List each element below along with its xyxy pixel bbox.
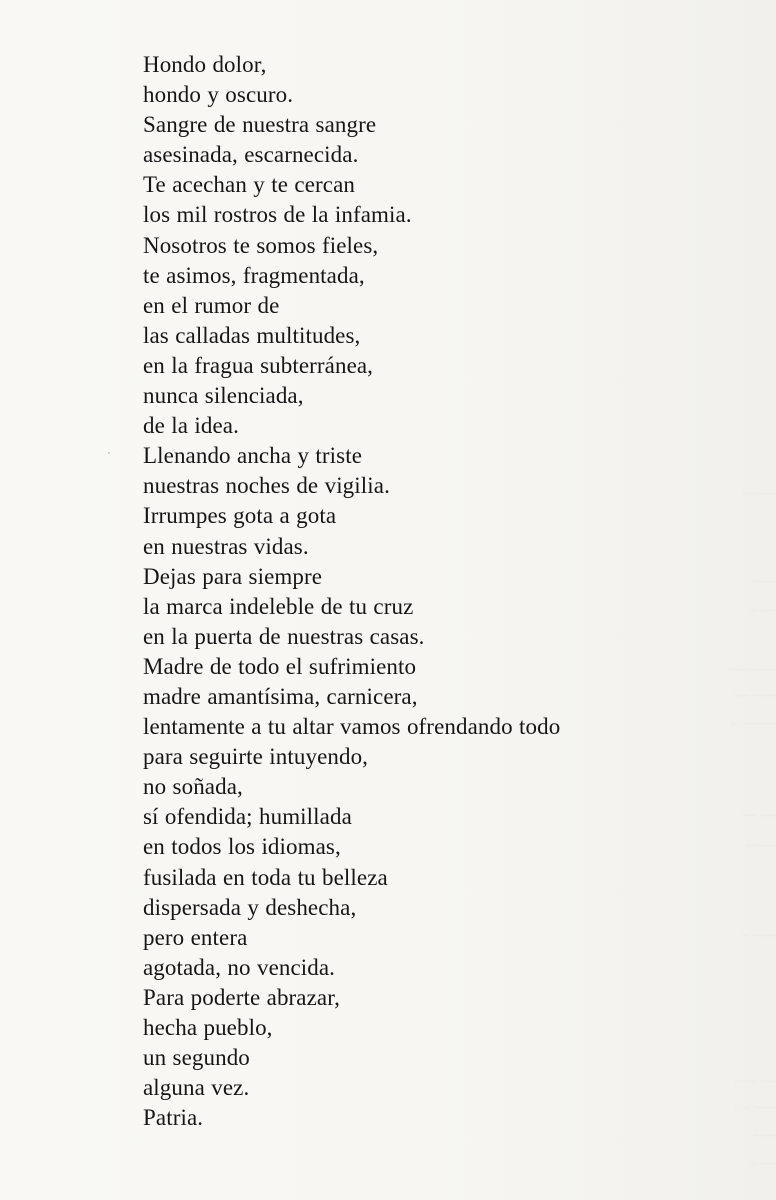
poem-line: Patria. xyxy=(143,1105,204,1131)
poem-line: de la idea. xyxy=(143,413,239,439)
poem-line: Llenando ancha y triste xyxy=(143,443,363,469)
poem-line: Dejas para siempre xyxy=(143,563,323,589)
poem-line: madre amantísima, carnicera, xyxy=(143,683,418,709)
poem-line: fusilada en toda tu belleza xyxy=(143,864,388,890)
poem-line: Irrumpes gota a gota xyxy=(143,503,337,529)
poem-line: alguna vez. xyxy=(143,1075,250,1101)
poem-line: las calladas multitudes, xyxy=(143,322,361,348)
poem-line: lentamente a tu altar vamos ofrendando todo xyxy=(143,714,561,740)
bleed-through-mark: ~ ~~~ xyxy=(742,487,776,502)
poem-line: pero entera xyxy=(143,924,248,950)
poem-line: sí ofendida; humillada xyxy=(143,804,352,830)
bleed-through-mark: ~~~ ~~~ xyxy=(727,663,776,678)
bleed-through-mark: ~~~ xyxy=(753,575,776,590)
poem-line: Hondo dolor, xyxy=(143,52,267,77)
poem-line: un segundo xyxy=(143,1045,250,1071)
poem-line: en el rumor de xyxy=(143,292,280,318)
poem-line: agotada, no vencida. xyxy=(143,954,336,980)
bleed-through-mark: ~ ~~ xyxy=(749,1157,776,1172)
poem-line: los mil rostros de la infamia. xyxy=(143,202,412,228)
poem-line: Para poderte abrazar, xyxy=(143,984,340,1010)
bleed-through-mark: ~~ ~~ xyxy=(742,809,776,824)
poem-line: para seguirte intuyendo, xyxy=(143,744,369,770)
poem-line: hondo y oscuro. xyxy=(143,82,294,108)
bleed-through-mark: ~~ ~~~ xyxy=(734,1101,776,1116)
poem-text xyxy=(143,50,753,1133)
bleed-through-mark: ~~ ~~~ xyxy=(734,689,776,704)
poem-line: Madre de todo el sufrimiento xyxy=(143,653,417,679)
poem-line: en la fragua subterránea, xyxy=(143,352,374,378)
poem-line: nuestras noches de vigilia. xyxy=(143,473,390,499)
poem-line: en la puerta de nuestras casas. xyxy=(143,623,425,649)
poem-line: dispersada y deshecha, xyxy=(143,894,357,920)
poem-line: te asimos, fragmentada, xyxy=(143,262,365,288)
poem-line: nunca silenciada, xyxy=(143,383,304,409)
poem-line: Nosotros te somos fieles, xyxy=(143,232,379,258)
bleed-through-mark: ~~~~~~ xyxy=(730,717,776,732)
bleed-through-mark: ~ ~~ xyxy=(749,604,776,619)
poem-line: hecha pueblo, xyxy=(143,1015,273,1040)
poem-line: no soñada, xyxy=(143,774,243,800)
bleed-through-mark: ~~~ ~~ xyxy=(734,1075,776,1090)
poem-line: asesinada, escarnecida. xyxy=(143,142,359,168)
poem-line: la marca indeleble de tu cruz xyxy=(143,593,414,619)
bleed-through-mark: ~~~ xyxy=(753,1129,776,1144)
bleed-through-mark: ~~~~ xyxy=(745,839,776,854)
poem-line: en todos los idiomas, xyxy=(143,834,341,860)
paper-speck xyxy=(108,452,110,454)
poem-line: Sangre de nuestra sangre xyxy=(143,112,377,138)
poem-line: Te acechan y te cercan xyxy=(143,172,355,198)
poem-line: en nuestras vidas. xyxy=(143,533,309,559)
bleed-through-mark: ~ ~~~ xyxy=(742,929,776,944)
